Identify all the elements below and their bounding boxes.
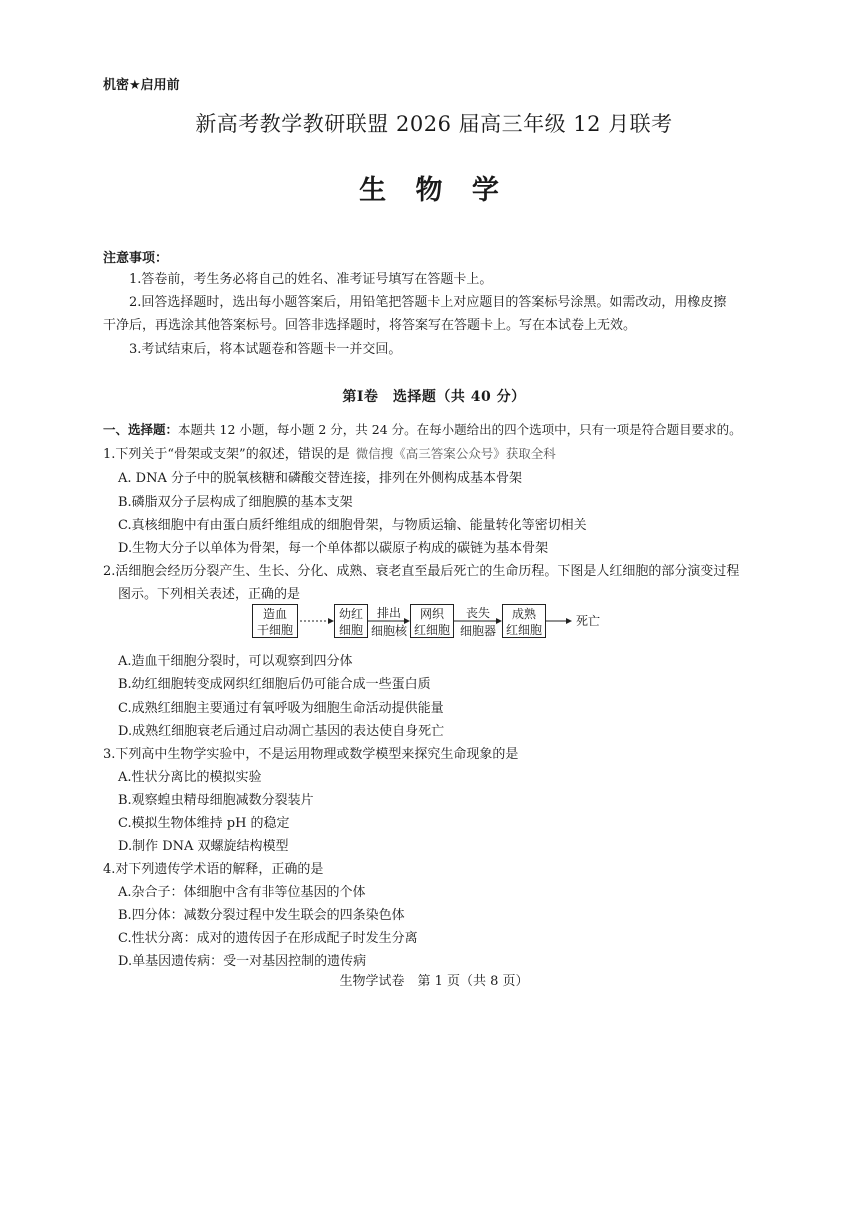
question-4-option-d: D.单基因遗传病：受一对基因控制的遗传病 xyxy=(118,954,367,969)
question-4-option-b: B.四分体：减数分裂过程中发生联会的四条染色体 xyxy=(118,908,405,923)
notice-item-3: 3.考试结束后，将本试题卷和答题卡一并交回。 xyxy=(129,342,402,357)
question-1-option-d: D.生物大分子以单体为骨架，每一个单体都以碳原子构成的碳链为基本骨架 xyxy=(118,541,549,556)
question-3-option-d: D.制作 DNA 双螺旋结构模型 xyxy=(118,839,289,854)
diagram-box-erythroblast xyxy=(334,604,368,638)
arrow-label-bottom: 细胞核 xyxy=(370,624,407,638)
arrow-label-top: 丧失 xyxy=(465,606,490,620)
page-footer: 生物学试卷 第 1 页（共 8 页） xyxy=(339,974,529,989)
question-2-stem-line-2: 图示。下列相关表述，正确的是 xyxy=(118,587,301,602)
box-label-line: 造血 xyxy=(262,607,287,621)
arrow-label-bottom: 细胞器 xyxy=(459,624,496,638)
section-intro-label: 一、选择题： xyxy=(103,422,179,437)
question-2-option-c: C.成熟红细胞主要通过有氧呼吸为细胞生命活动提供能量 xyxy=(118,701,444,716)
box-label-line: 成熟 xyxy=(511,607,536,621)
watermark-text: 微信搜《高三答案公众号》获取全科 xyxy=(355,446,556,461)
section-intro xyxy=(103,420,753,438)
question-4-option-c: C.性状分离：成对的遗传因子在形成配子时发生分离 xyxy=(118,931,418,946)
question-1-option-c: C.真核细胞中有由蛋白质纤维组成的细胞骨架，与物质运输、能量转化等密切相关 xyxy=(118,518,587,533)
question-4-option-a: A.杂合子：体细胞中含有非等位基因的个体 xyxy=(118,885,366,900)
diagram-box-hematopoietic-stem-cell xyxy=(252,604,298,638)
question-3-option-a: A.性状分离比的模拟实验 xyxy=(118,770,262,785)
question-1-option-b: B.磷脂双分子层构成了细胞膜的基本支架 xyxy=(118,495,353,510)
box-label-line: 干细胞 xyxy=(256,623,293,637)
box-label-line: 红细胞 xyxy=(505,623,542,637)
question-2-stem-line-1: 2.活细胞会经历分裂产生、生长、分化、成熟、衰老直至最后死亡的生命历程。下图是人红细胞的部分演变过程 xyxy=(103,564,740,579)
diagram-box-reticulocyte xyxy=(410,604,454,638)
question-2-option-d: D.成熟红细胞衰老后通过启动凋亡基因的表达使自身死亡 xyxy=(118,724,445,739)
question-3-stem: 3.下列高中生物学实验中，不是运用物理或数学模型来探究生命现象的是 xyxy=(103,747,519,762)
exam-title: 新高考教学教研联盟 2026 届高三年级 12 月联考 xyxy=(195,112,673,136)
notice-item-1: 1.答卷前，考生务必将自己的姓名、准考证号填写在答题卡上。 xyxy=(129,272,493,287)
box-label-line: 红细胞 xyxy=(413,623,450,637)
question-3-option-c: C.模拟生物体维持 pH 的稳定 xyxy=(118,816,290,831)
question-2-option-a: A.造血干细胞分裂时，可以观察到四分体 xyxy=(118,654,353,669)
question-1-option-a: A. DNA 分子中的脱氧核糖和磷酸交替连接，排列在外侧构成基本骨架 xyxy=(118,471,522,486)
confidential-label: 机密★启用前 xyxy=(103,78,180,93)
question-1-stem xyxy=(103,443,556,462)
notice-item-2-line-1: 2.回答选择题时，选出每小题答案后，用铅笔把答题卡上对应题目的答案标号涂黑。如需改动，用橡皮擦 xyxy=(129,295,727,310)
question-1-text: 1.下列关于“骨架或支架”的叙述，错误的是 xyxy=(103,447,350,462)
section-intro-text: 本题共 12 小题，每小题 2 分，共 24 分。在每小题给出的四个选项中，只有一项是符合题目要求的。 xyxy=(178,422,742,437)
diagram-box-mature-red-blood-cell xyxy=(502,604,546,638)
notice-title: 注意事项： xyxy=(103,251,169,266)
part-title: 第Ⅰ卷 选择题（共 40 分） xyxy=(342,389,526,405)
question-3-option-b: B.观察蝗虫精母细胞减数分裂装片 xyxy=(118,793,314,808)
diagram-end-label: 死亡 xyxy=(575,614,600,628)
box-label-line: 细胞 xyxy=(338,623,363,637)
question-2-option-b: B.幼红细胞转变成网织红细胞后仍可能合成一些蛋白质 xyxy=(118,677,431,692)
box-label-line: 幼红 xyxy=(338,607,363,621)
box-label-line: 网织 xyxy=(419,607,444,621)
question-4-stem: 4.对下列遗传学术语的解释，正确的是 xyxy=(103,862,324,877)
arrow-label-top: 排出 xyxy=(376,606,401,620)
subject-title: 生 物 学 xyxy=(359,175,509,206)
dotted-arrow-icon xyxy=(298,604,334,638)
arrow-icon xyxy=(546,604,572,638)
red-blood-cell-flow-diagram xyxy=(252,604,632,644)
notice-item-2-line-2: 干净后，再选涂其他答案标号。回答非选择题时，将答案写在答题卡上。写在本试卷上无效。 xyxy=(103,318,637,333)
